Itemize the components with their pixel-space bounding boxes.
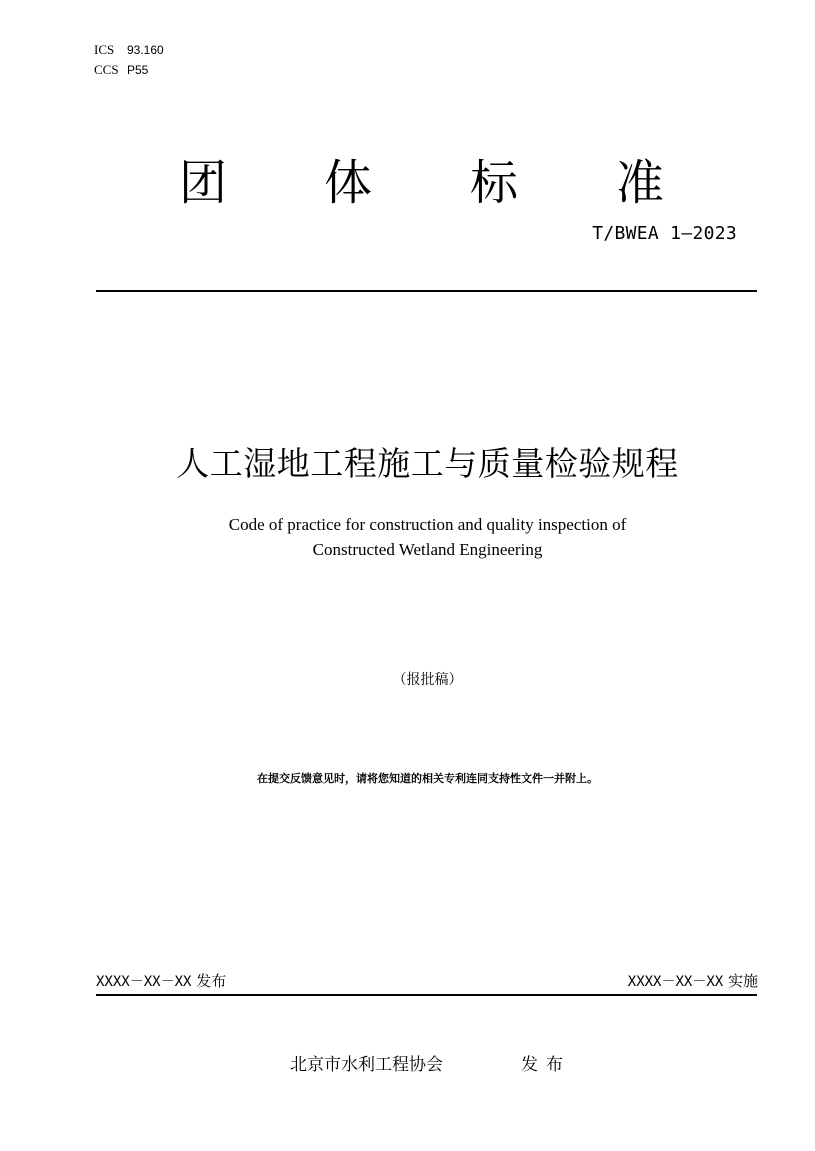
implement-date: XXXX－XX－XX xyxy=(627,974,724,990)
ccs-code-row xyxy=(94,60,164,80)
ccs-value: P55 xyxy=(127,63,149,77)
publisher-action: 发布 xyxy=(521,1055,571,1075)
implement-label: 实施 xyxy=(727,972,758,990)
publish-date-block xyxy=(96,970,226,993)
publisher-name: 北京市水利工程协会 xyxy=(290,1055,443,1075)
publish-date: XXXX－XX－XX xyxy=(96,974,192,990)
standard-type-char-3: 标 xyxy=(470,155,519,211)
document-title-en-line-1: Code of practice for construction and quality inspection of xyxy=(228,515,627,534)
document-title-en-line-2: Constructed Wetland Engineering xyxy=(312,540,543,559)
document-title-cn: 人工湿地工程施工与质量检验规程 xyxy=(176,444,679,483)
ccs-label: CCS xyxy=(94,62,119,77)
standard-type-char-4: 准 xyxy=(616,155,665,211)
footer-divider xyxy=(96,994,757,996)
classification-codes xyxy=(94,40,164,80)
standard-type-char-1: 团 xyxy=(179,155,228,211)
standard-number: T/BWEA 1—2023 xyxy=(592,223,737,244)
header-divider xyxy=(96,290,757,292)
draft-status: （报批稿） xyxy=(392,672,463,688)
standard-type-char-2: 体 xyxy=(324,155,373,211)
document-title-en xyxy=(0,512,815,562)
implement-date-block xyxy=(628,970,758,993)
publish-label: 发布 xyxy=(196,972,227,990)
ics-value: 93.160 xyxy=(127,43,164,57)
ics-code-row xyxy=(94,40,164,60)
ics-label: ICS xyxy=(94,42,115,57)
patent-notice: 在提交反馈意见时，请将您知道的相关专利连同支持性文件一并附上。 xyxy=(257,772,598,785)
